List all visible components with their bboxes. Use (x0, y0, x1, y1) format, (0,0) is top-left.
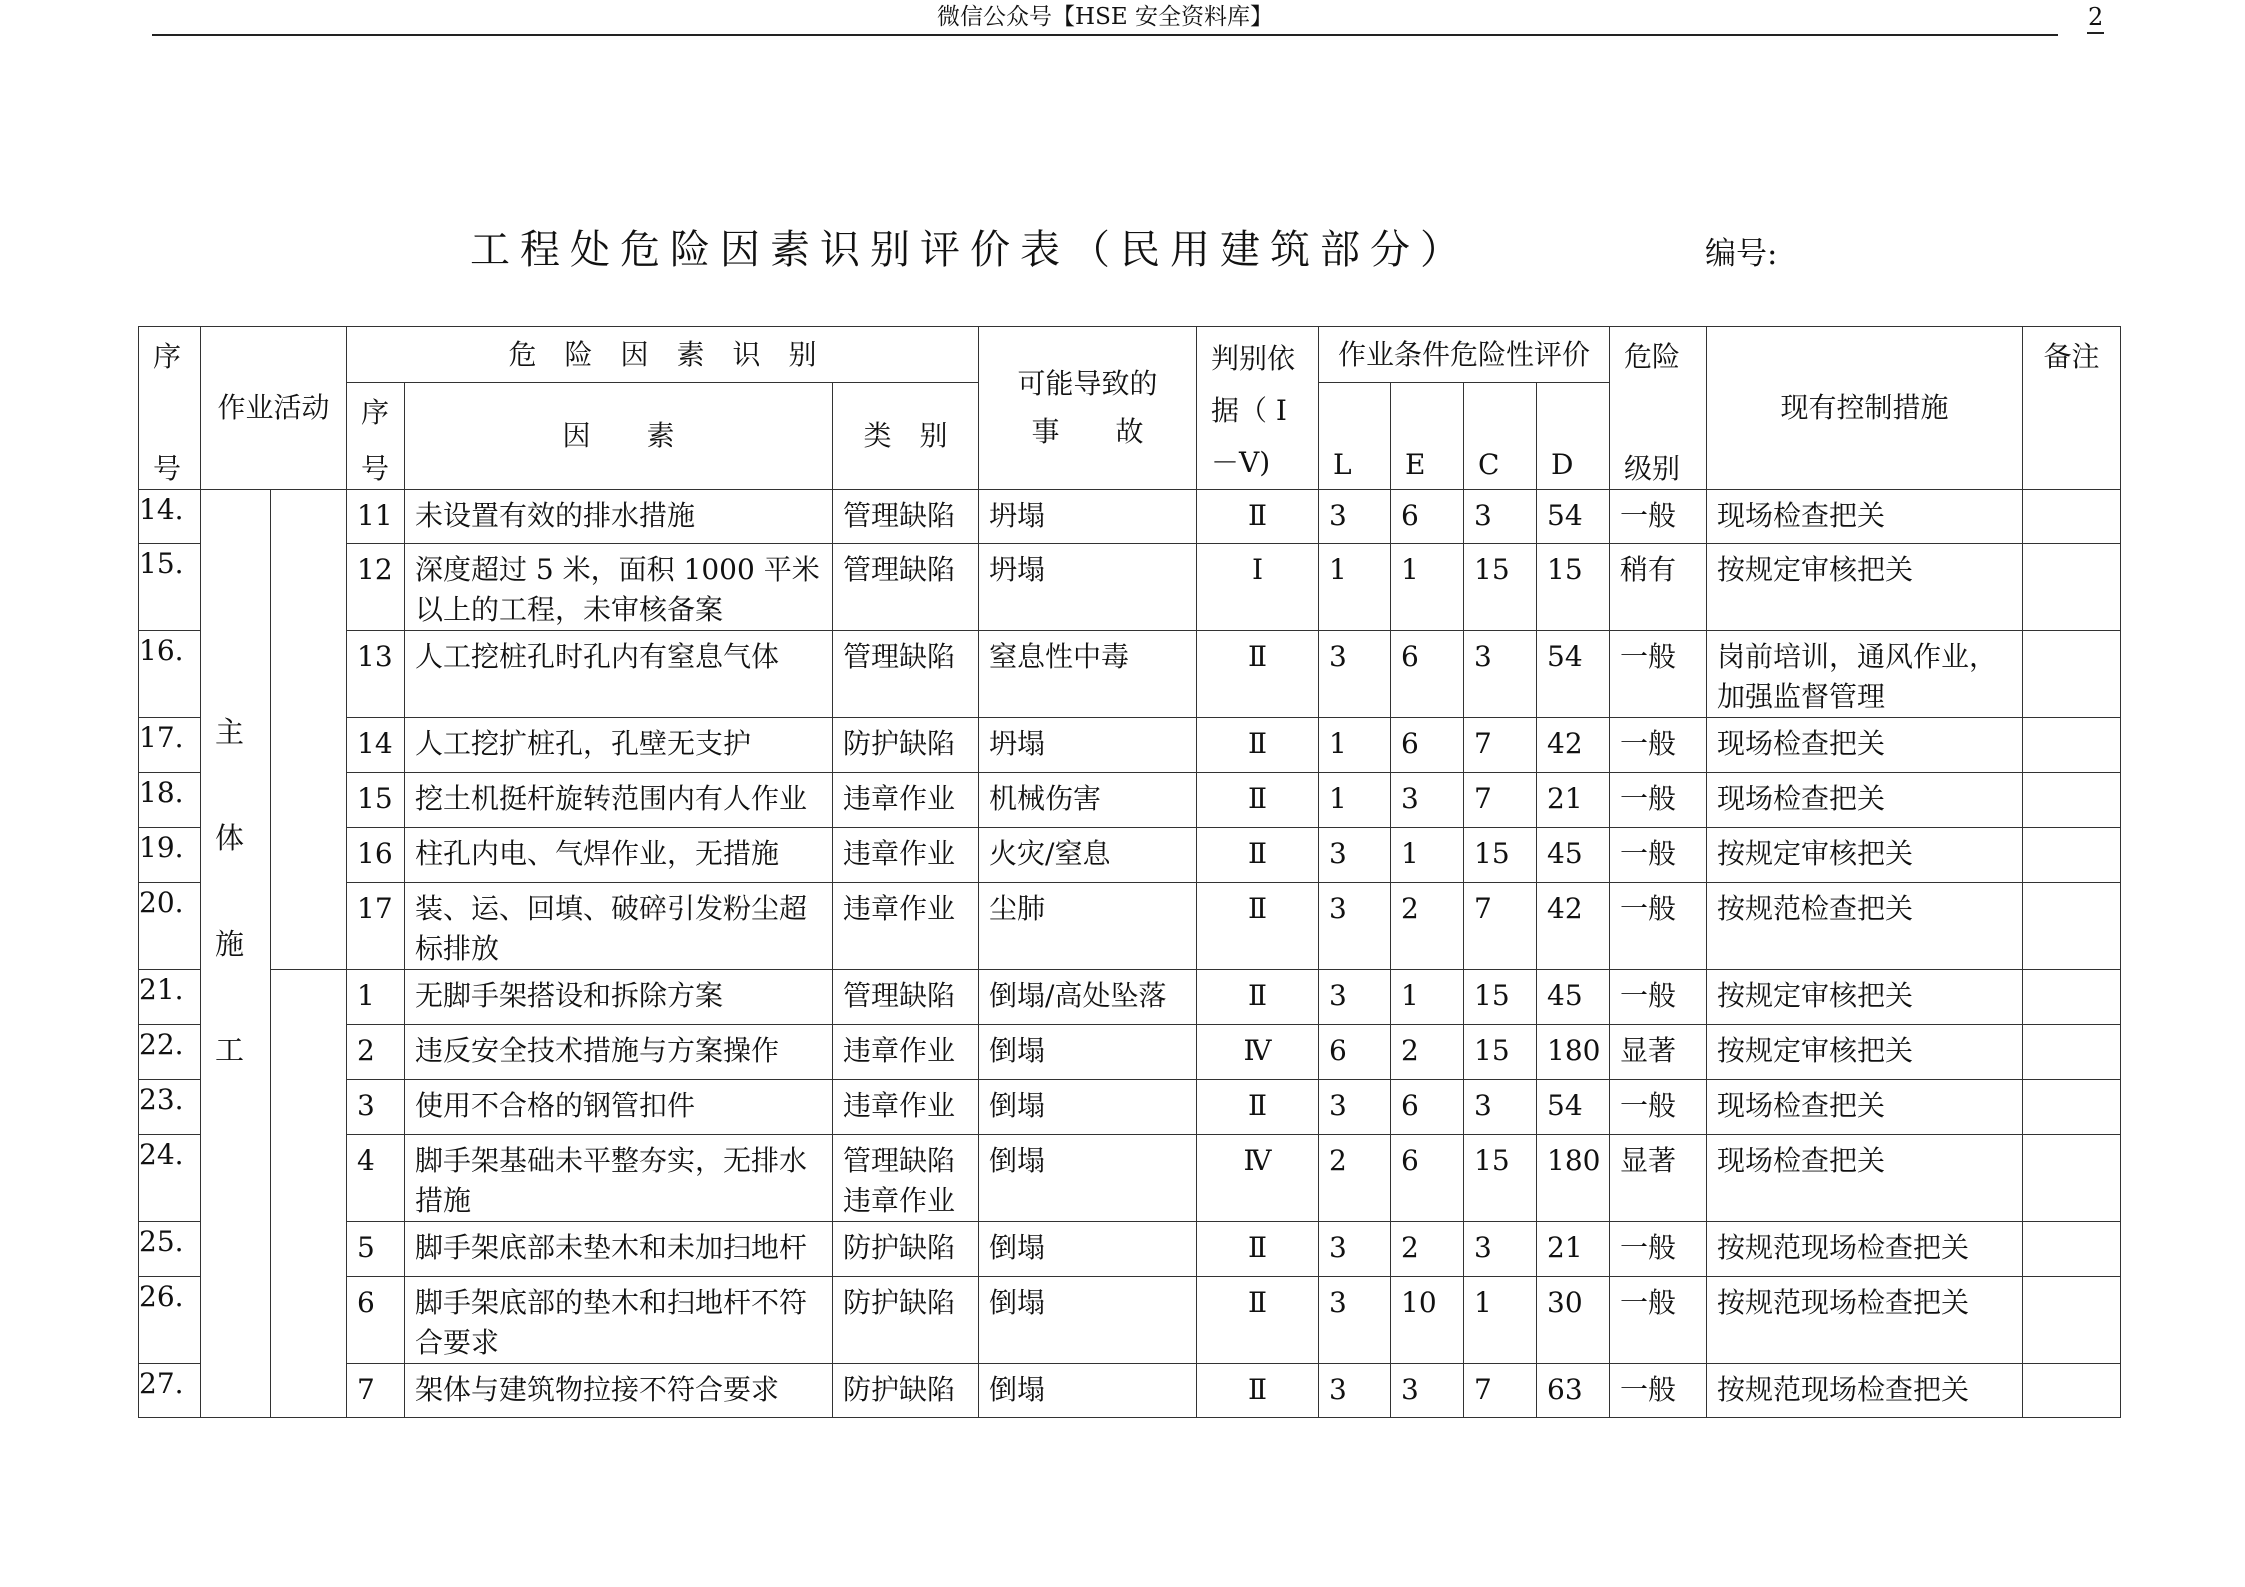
row-level: 一般 (1610, 970, 1707, 1025)
table-row (139, 1025, 2121, 1080)
row-category: 违章作业 (833, 828, 979, 883)
row-sub-seq: 7 (347, 1364, 405, 1418)
table-row (139, 1364, 2121, 1418)
table-row (139, 773, 2121, 828)
row-sub-seq: 16 (347, 828, 405, 883)
row-D: 42 (1537, 883, 1610, 970)
row-E: 10 (1391, 1277, 1464, 1364)
row-sub-seq: 1 (347, 970, 405, 1025)
row-D: 54 (1537, 631, 1610, 718)
row-C: 15 (1464, 828, 1537, 883)
row-accident: 倒塌 (979, 1135, 1197, 1222)
row-E: 2 (1391, 1222, 1464, 1277)
activity-char: 主 (215, 715, 245, 749)
row-sub-seq: 3 (347, 1080, 405, 1135)
row-seq: 24. (139, 1135, 201, 1222)
row-E: 6 (1391, 631, 1464, 718)
row-basis: Ⅱ (1197, 1080, 1319, 1135)
row-seq: 22. (139, 1025, 201, 1080)
col-activity-header: 作业活动 (201, 327, 347, 490)
row-factor: 脚手架底部未垫木和未加扫地杆 (405, 1222, 833, 1277)
table-row (139, 544, 2121, 631)
table-row (139, 883, 2121, 970)
row-category: 管理缺陷 (833, 970, 979, 1025)
row-factor: 人工挖桩孔时孔内有窒息气体 (405, 631, 833, 718)
row-accident: 倒塌 (979, 1025, 1197, 1080)
row-D: 15 (1537, 544, 1610, 631)
row-category: 违章作业 (833, 883, 979, 970)
row-accident: 倒塌 (979, 1364, 1197, 1418)
table-row (139, 718, 2121, 773)
activity-char: 施 (215, 927, 245, 961)
row-measures: 按规范检查把关 (1707, 883, 2023, 970)
row-remarks (2023, 1135, 2121, 1222)
row-measures: 按规范现场检查把关 (1707, 1222, 2023, 1277)
row-L: 3 (1319, 970, 1391, 1025)
level-bottom: 级别 (1624, 452, 1681, 485)
row-L: 3 (1319, 490, 1391, 544)
row-C: 15 (1464, 1025, 1537, 1080)
row-C: 7 (1464, 1364, 1537, 1418)
activity-char: 工 (215, 1033, 245, 1067)
table-row (139, 828, 2121, 883)
row-sub-seq: 6 (347, 1277, 405, 1364)
row-measures: 现场检查把关 (1707, 1135, 2023, 1222)
row-basis: Ⅱ (1197, 1364, 1319, 1418)
row-factor: 深度超过 5 米，面积 1000 平米以上的工程，未审核备案 (405, 544, 833, 631)
row-measures: 按规定审核把关 (1707, 828, 2023, 883)
row-factor: 无脚手架搭设和拆除方案 (405, 970, 833, 1025)
row-remarks (2023, 970, 2121, 1025)
row-basis: Ⅱ (1197, 883, 1319, 970)
row-basis: Ⅱ (1197, 631, 1319, 718)
hazard-table (138, 326, 2121, 1418)
header-source: 微信公众号【HSE 安全资料库】 (937, 4, 1273, 30)
row-sub-seq: 5 (347, 1222, 405, 1277)
row-L: 1 (1319, 544, 1391, 631)
row-E: 1 (1391, 544, 1464, 631)
col-factor-header: 因 素 (405, 383, 833, 490)
row-remarks (2023, 1025, 2121, 1080)
row-basis: Ⅱ (1197, 490, 1319, 544)
row-level: 一般 (1610, 773, 1707, 828)
row-category: 违章作业 (833, 1025, 979, 1080)
row-level: 一般 (1610, 1364, 1707, 1418)
row-seq: 27. (139, 1364, 201, 1418)
row-seq: 17. (139, 718, 201, 773)
subgroup-cell (271, 970, 347, 1418)
col-remarks-header: 备注 (2023, 327, 2121, 490)
row-basis: Ⅳ (1197, 1025, 1319, 1080)
row-category: 管理缺陷 (833, 631, 979, 718)
row-C: 1 (1464, 1277, 1537, 1364)
row-measures: 岗前培训，通风作业，加强监督管理 (1707, 631, 2023, 718)
row-seq: 23. (139, 1080, 201, 1135)
row-C: 15 (1464, 970, 1537, 1025)
row-L: 3 (1319, 828, 1391, 883)
row-factor: 脚手架底部的垫木和扫地杆不符合要求 (405, 1277, 833, 1364)
row-accident: 倒塌 (979, 1277, 1197, 1364)
row-D: 63 (1537, 1364, 1610, 1418)
row-seq: 15. (139, 544, 201, 631)
page-number: 2 (2087, 2, 2104, 34)
row-factor: 装、运、回填、破碎引发粉尘超标排放 (405, 883, 833, 970)
row-seq: 25. (139, 1222, 201, 1277)
row-sub-seq: 2 (347, 1025, 405, 1080)
row-remarks (2023, 1222, 2121, 1277)
table-row (139, 970, 2121, 1025)
row-level: 一般 (1610, 718, 1707, 773)
table-body (139, 490, 2121, 1418)
row-measures: 现场检查把关 (1707, 773, 2023, 828)
col-sub-seq-header (347, 383, 405, 490)
row-seq: 19. (139, 828, 201, 883)
seq-top: 序 (153, 340, 182, 373)
row-level: 一般 (1610, 828, 1707, 883)
row-basis: Ⅳ (1197, 1135, 1319, 1222)
row-D: 21 (1537, 1222, 1610, 1277)
row-basis: Ⅱ (1197, 970, 1319, 1025)
row-remarks (2023, 631, 2121, 718)
row-C: 3 (1464, 631, 1537, 718)
row-category: 防护缺陷 (833, 718, 979, 773)
code-label: 编号: (1705, 236, 1778, 272)
row-category: 违章作业 (833, 1080, 979, 1135)
row-remarks (2023, 828, 2121, 883)
row-factor: 柱孔内电、气焊作业，无措施 (405, 828, 833, 883)
row-D: 42 (1537, 718, 1610, 773)
row-remarks (2023, 490, 2121, 544)
col-C-header: C (1464, 383, 1537, 490)
row-D: 180 (1537, 1025, 1610, 1080)
row-L: 3 (1319, 631, 1391, 718)
accident-line1: 可能导致的 (1017, 367, 1158, 400)
row-measures: 现场检查把关 (1707, 718, 2023, 773)
row-D: 180 (1537, 1135, 1610, 1222)
row-seq: 26. (139, 1277, 201, 1364)
row-L: 3 (1319, 1080, 1391, 1135)
row-E: 3 (1391, 1364, 1464, 1418)
page-header (152, 2, 2058, 36)
row-measures: 现场检查把关 (1707, 1080, 2023, 1135)
row-L: 3 (1319, 1364, 1391, 1418)
row-accident: 坍塌 (979, 544, 1197, 631)
row-E: 2 (1391, 1025, 1464, 1080)
table-row (139, 490, 2121, 544)
row-C: 7 (1464, 773, 1537, 828)
basis-line1: 判别依 (1211, 342, 1296, 375)
col-category-header: 类 别 (833, 383, 979, 490)
col-level-header (1610, 327, 1707, 490)
row-category: 防护缺陷 (833, 1364, 979, 1418)
row-factor: 架体与建筑物拉接不符合要求 (405, 1364, 833, 1418)
row-basis: Ⅱ (1197, 718, 1319, 773)
row-accident: 窒息性中毒 (979, 631, 1197, 718)
seq-bottom: 号 (153, 452, 182, 485)
row-measures: 按规范现场检查把关 (1707, 1364, 2023, 1418)
row-D: 54 (1537, 490, 1610, 544)
table-row (139, 1222, 2121, 1277)
row-basis: Ⅱ (1197, 773, 1319, 828)
col-basis-header (1197, 327, 1319, 490)
row-C: 15 (1464, 1135, 1537, 1222)
row-L: 1 (1319, 718, 1391, 773)
row-seq: 16. (139, 631, 201, 718)
row-D: 45 (1537, 828, 1610, 883)
row-sub-seq: 12 (347, 544, 405, 631)
col-L-header: L (1319, 383, 1391, 490)
row-basis: Ⅰ (1197, 544, 1319, 631)
row-level: 一般 (1610, 883, 1707, 970)
row-factor: 脚手架基础未平整夯实，无排水措施 (405, 1135, 833, 1222)
row-C: 3 (1464, 1080, 1537, 1135)
row-accident: 火灾/窒息 (979, 828, 1197, 883)
row-level: 显著 (1610, 1025, 1707, 1080)
basis-line3: －Ⅴ) (1211, 446, 1271, 479)
col-hazard-group-header: 危 险 因 素 识 别 (347, 327, 979, 383)
col-measures-header: 现有控制措施 (1707, 327, 2023, 490)
row-remarks (2023, 718, 2121, 773)
row-category: 管理缺陷 (833, 490, 979, 544)
sub-seq-top: 序 (361, 396, 390, 429)
row-measures: 按规范现场检查把关 (1707, 1277, 2023, 1364)
row-basis: Ⅱ (1197, 828, 1319, 883)
activity-char: 体 (215, 821, 245, 855)
row-factor: 违反安全技术措施与方案操作 (405, 1025, 833, 1080)
table-row (139, 631, 2121, 718)
row-accident: 机械伤害 (979, 773, 1197, 828)
row-category: 防护缺陷 (833, 1222, 979, 1277)
row-accident: 坍塌 (979, 718, 1197, 773)
row-L: 3 (1319, 1277, 1391, 1364)
row-E: 6 (1391, 490, 1464, 544)
table-row (139, 1135, 2121, 1222)
row-accident: 尘肺 (979, 883, 1197, 970)
table-row (139, 1080, 2121, 1135)
row-E: 3 (1391, 773, 1464, 828)
row-seq: 18. (139, 773, 201, 828)
row-remarks (2023, 1364, 2121, 1418)
row-L: 3 (1319, 1222, 1391, 1277)
sub-seq-bottom: 号 (361, 452, 390, 485)
row-level: 稍有 (1610, 544, 1707, 631)
row-D: 45 (1537, 970, 1610, 1025)
row-remarks (2023, 883, 2121, 970)
row-D: 30 (1537, 1277, 1610, 1364)
row-C: 3 (1464, 490, 1537, 544)
basis-line2: 据（ Ⅰ (1211, 394, 1287, 427)
row-D: 54 (1537, 1080, 1610, 1135)
table-row (139, 1277, 2121, 1364)
col-seq-header (139, 327, 201, 490)
row-level: 显著 (1610, 1135, 1707, 1222)
row-basis: Ⅱ (1197, 1222, 1319, 1277)
row-E: 1 (1391, 970, 1464, 1025)
row-category: 管理缺陷违章作业 (833, 1135, 979, 1222)
subgroup-cell (271, 490, 347, 970)
row-accident: 倒塌 (979, 1222, 1197, 1277)
page-title: 工程处危险因素识别评价表（民用建筑部分） (470, 227, 1470, 273)
row-factor: 未设置有效的排水措施 (405, 490, 833, 544)
row-E: 6 (1391, 718, 1464, 773)
row-measures: 按规定审核把关 (1707, 1025, 2023, 1080)
row-factor: 挖土机挺杆旋转范围内有人作业 (405, 773, 833, 828)
row-category: 防护缺陷 (833, 1277, 979, 1364)
row-C: 15 (1464, 544, 1537, 631)
row-remarks (2023, 1080, 2121, 1135)
col-accident-header (979, 327, 1197, 490)
row-factor: 人工挖扩桩孔，孔壁无支护 (405, 718, 833, 773)
row-level: 一般 (1610, 1277, 1707, 1364)
row-accident: 倒塌/高处坠落 (979, 970, 1197, 1025)
row-level: 一般 (1610, 490, 1707, 544)
row-accident: 倒塌 (979, 1080, 1197, 1135)
col-D-header: D (1537, 383, 1610, 490)
row-remarks (2023, 544, 2121, 631)
row-C: 3 (1464, 1222, 1537, 1277)
row-category: 违章作业 (833, 773, 979, 828)
row-measures: 现场检查把关 (1707, 490, 2023, 544)
row-sub-seq: 4 (347, 1135, 405, 1222)
row-L: 1 (1319, 773, 1391, 828)
row-D: 21 (1537, 773, 1610, 828)
row-category: 管理缺陷 (833, 544, 979, 631)
row-level: 一般 (1610, 1222, 1707, 1277)
row-seq: 21. (139, 970, 201, 1025)
row-level: 一般 (1610, 1080, 1707, 1135)
row-sub-seq: 15 (347, 773, 405, 828)
row-seq: 14. (139, 490, 201, 544)
accident-line2: 事 故 (1031, 415, 1144, 448)
row-sub-seq: 13 (347, 631, 405, 718)
row-remarks (2023, 773, 2121, 828)
row-sub-seq: 14 (347, 718, 405, 773)
row-L: 3 (1319, 883, 1391, 970)
row-C: 7 (1464, 718, 1537, 773)
row-remarks (2023, 1277, 2121, 1364)
row-sub-seq: 11 (347, 490, 405, 544)
level-top: 危险 (1624, 340, 1681, 373)
row-measures: 按规定审核把关 (1707, 970, 2023, 1025)
row-L: 6 (1319, 1025, 1391, 1080)
row-L: 2 (1319, 1135, 1391, 1222)
row-seq: 20. (139, 883, 201, 970)
row-C: 7 (1464, 883, 1537, 970)
row-E: 6 (1391, 1080, 1464, 1135)
row-factor: 使用不合格的钢管扣件 (405, 1080, 833, 1135)
col-E-header: E (1391, 383, 1464, 490)
row-basis: Ⅱ (1197, 1277, 1319, 1364)
col-eval-group-header: 作业条件危险性评价 (1319, 327, 1610, 383)
row-level: 一般 (1610, 631, 1707, 718)
row-E: 2 (1391, 883, 1464, 970)
row-sub-seq: 17 (347, 883, 405, 970)
row-E: 1 (1391, 828, 1464, 883)
row-measures: 按规定审核把关 (1707, 544, 2023, 631)
row-accident: 坍塌 (979, 490, 1197, 544)
activity-cell (201, 490, 271, 1418)
row-E: 6 (1391, 1135, 1464, 1222)
